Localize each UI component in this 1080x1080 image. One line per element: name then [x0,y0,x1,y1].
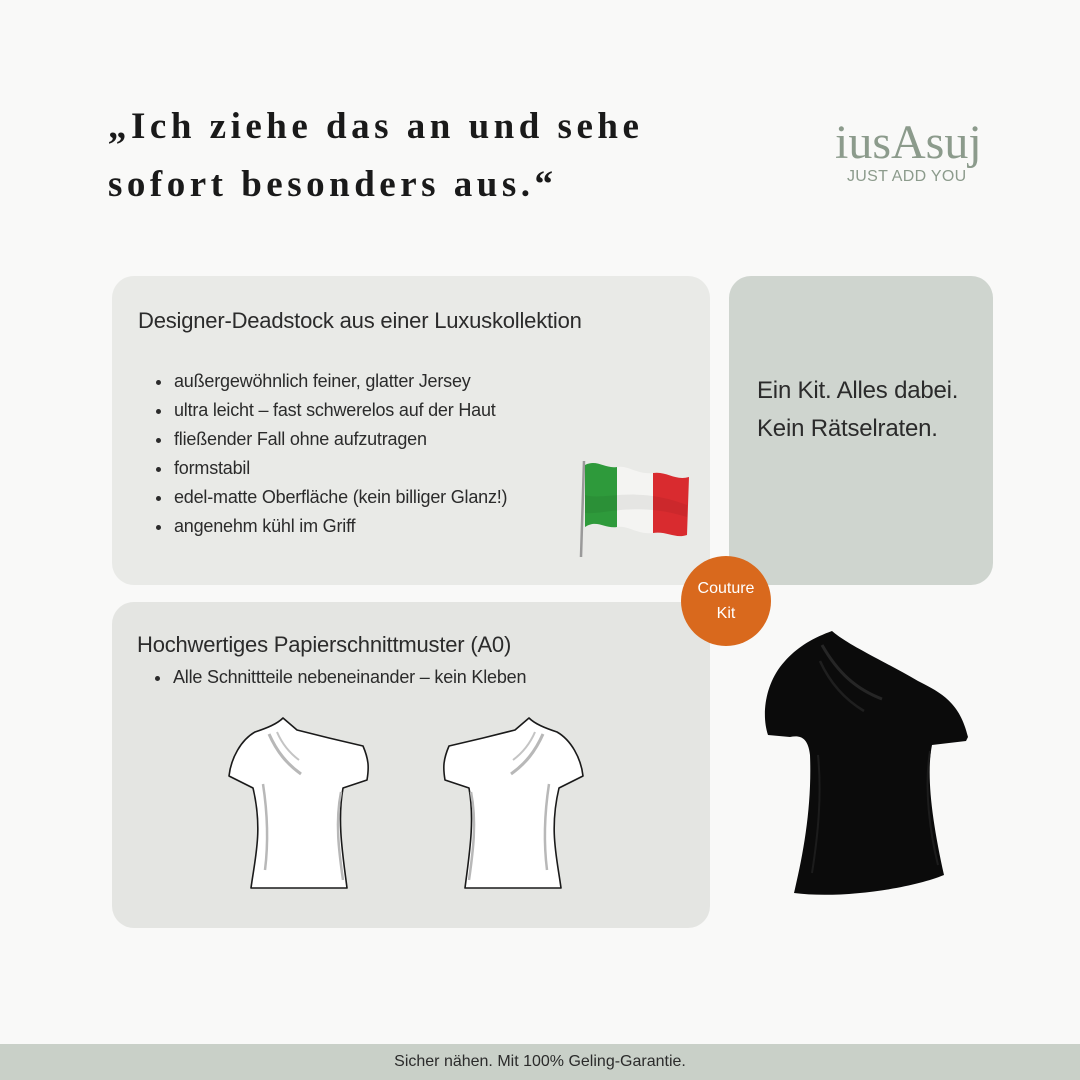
logo-tagline: JUST ADD YOU [847,168,967,185]
italy-flag-icon [575,455,695,565]
list-item: fließender Fall ohne aufzutragen [154,425,507,454]
badge-line-2: Kit [716,605,736,622]
list-item: angenehm kühl im Griff [154,512,507,541]
kit-card [729,276,993,585]
black-top-image [760,625,975,900]
list-item: formstabil [154,454,507,483]
headline [108,98,748,214]
headline-line-2: sofort besonders aus.“ [108,164,558,205]
brand-logo [830,100,995,195]
list-item: Alle Schnittteile nebeneinander – kein Kleben [153,663,526,692]
kit-line-2: Kein Rätselraten. [757,415,938,442]
list-item: edel-matte Oberfläche (kein billiger Glanz!) [154,483,507,512]
kit-line-1: Ein Kit. Alles dabei. [757,377,959,404]
footer-text: Sicher nähen. Mit 100% Geling-Garantie. [394,1053,686,1070]
pattern-feature-list [153,663,526,692]
headline-line-1: „Ich ziehe das an und sehe [108,106,644,147]
badge-line-1: Couture [697,580,755,597]
footer-bar [0,1044,1080,1080]
list-item: ultra leicht – fast schwerelos auf der Haut [154,396,507,425]
pattern-sketch-back [437,712,587,894]
pattern-sketch-front [225,712,375,894]
list-item: außergewöhnlich feiner, glatter Jersey [154,367,507,396]
logo-wordmark: iusAsuj [835,116,982,169]
pattern-card-title: Hochwertiges Papierschnittmuster (A0) [137,632,512,657]
fabric-feature-list [154,367,507,541]
pattern-card [112,602,710,928]
fabric-card-title: Designer-Deadstock aus einer Luxuskollektion [138,308,582,333]
kit-card-text [757,372,977,448]
couture-kit-badge [681,556,771,646]
